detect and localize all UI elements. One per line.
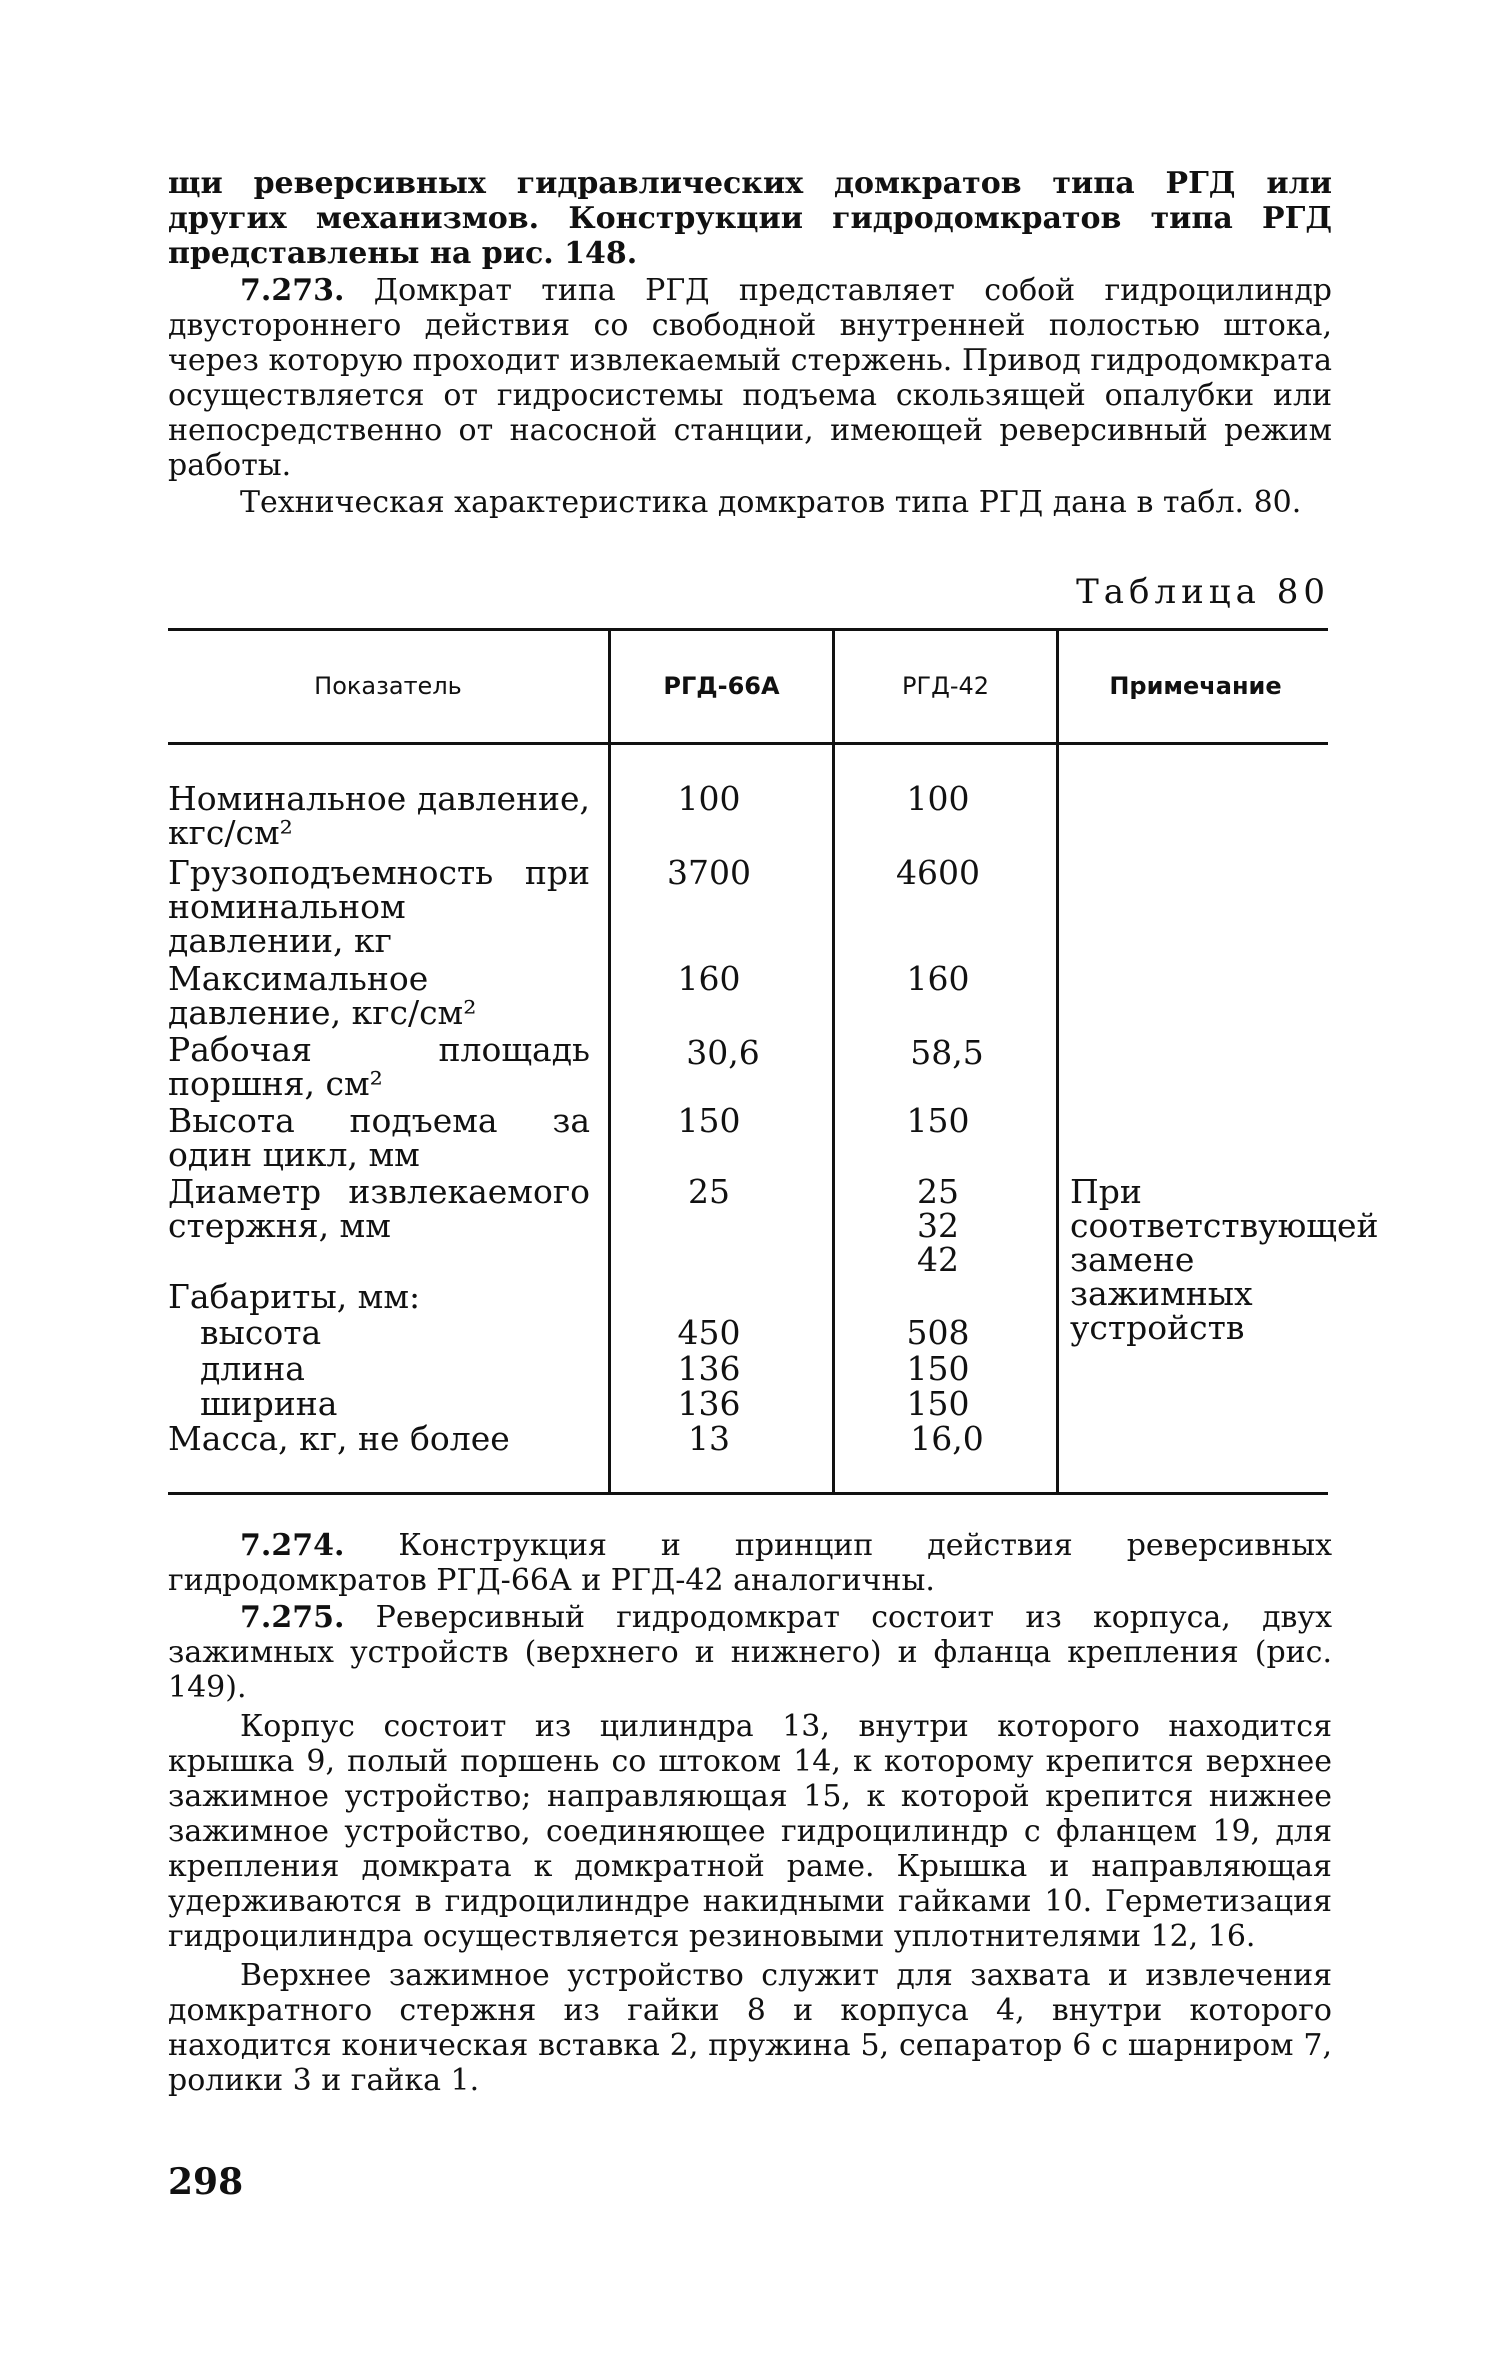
header-rgd-42: РГД-42 [901, 672, 990, 700]
table-cell-rgd-42: 150 [906, 1349, 970, 1388]
paragraph-table-ref: Техническая характеристика домкратов типа РГД дана в табл. 80. [240, 485, 1302, 520]
table-row-sublabel: длина [200, 1349, 305, 1388]
table-cell-rgd-66a: 136 [677, 1384, 741, 1423]
table-cell-rgd-66a: 150 [677, 1101, 741, 1140]
clause-text: Домкрат типа РГД представляет собой гидроцилиндр двустороннего действия со свободной внутренней полостью штока, через которую проходит извлекаемый стержень. Привод гидродомкрата осуществляется от гидросистемы подъема скользящей опалубки или непосредственно от насосной станции, имеющей реверсивный режим работы. [168, 273, 1332, 483]
table-caption: Таблица 80 [1076, 572, 1330, 612]
paragraph-7-273 [168, 273, 1332, 483]
table-cell-rgd-66a: 30,6 [686, 1033, 760, 1072]
header-rgd-66a: РГД-66А [663, 672, 780, 700]
paragraph-continued: щи реверсивных гидравлических домкратов типа РГД или других механизмов. Конструкции гидродомкратов типа РГД представлены на рис. 148. [168, 166, 1332, 271]
clause-number: 7.274. [240, 1528, 345, 1563]
table-row-label: Масса, кг, не более [168, 1419, 510, 1458]
table-header-rule [168, 742, 1328, 745]
paragraph-7-274 [168, 1528, 1332, 1598]
table-cell-rgd-42: 160 [906, 959, 970, 998]
clause-number: 7.275. [240, 1600, 345, 1635]
bottom-text [168, 1528, 1332, 2098]
table-row-label: Номинальное давление, кгс/см² [168, 779, 590, 852]
header-indicator: Показатель [314, 672, 462, 700]
table-cell-rgd-42: 58,5 [910, 1033, 984, 1072]
table-cell-rgd-66a: 3700 [667, 853, 751, 892]
paragraph-7-275 [168, 1600, 1332, 1705]
table-row-sublabel: ширина [200, 1384, 338, 1423]
table-row-label: Грузоподъемность при номинальном давлении, кг [168, 853, 590, 960]
table-row-label: Высота подъема за один цикл, мм [168, 1101, 590, 1174]
table-cell-rgd-66a: 450 [677, 1313, 741, 1352]
table-row-sublabel: высота [200, 1313, 322, 1352]
table-cell-rgd-42: 16,0 [910, 1419, 984, 1458]
table-cell-rgd-42: 150 [906, 1384, 970, 1423]
clause-text: Реверсивный гидродомкрат состоит из корпуса, двух зажимных устройств (верхнего и нижнего) и фланца крепления (рис. 149). [168, 1600, 1332, 1705]
table-cell-rgd-42: 100 [906, 779, 970, 818]
table-row-label: Рабочая площадь поршня, см² [168, 1030, 590, 1103]
table-cell-rgd-66a: 160 [677, 959, 741, 998]
table-cell-rgd-66a: 136 [677, 1349, 741, 1388]
table-row-label: Диаметр извлекаемого стержня, мм [168, 1172, 590, 1245]
table-cell-rgd-66a: 13 [688, 1419, 730, 1458]
header-note: Примечание [1109, 672, 1282, 700]
table-bottom-rule [168, 1492, 1328, 1495]
table-note: При соответствующей замене зажимных устройств [1070, 1172, 1379, 1347]
table-cell-rgd-42: 25 32 42 [917, 1172, 959, 1279]
table-top-rule [168, 628, 1328, 631]
table-cell-rgd-42: 4600 [896, 853, 980, 892]
clause-text: Конструкция и принцип действия реверсивных гидродомкратов РГД-66А и РГД-42 аналогичны. [168, 1528, 1332, 1598]
table-cell-rgd-42: 508 [906, 1313, 970, 1352]
table-row-label: Габариты, мм: [168, 1277, 421, 1316]
clause-number: 7.273. [240, 273, 345, 308]
page-number: 298 [168, 2161, 244, 2203]
paragraph-body: Корпус состоит из цилиндра 13, внутри которого находится крышка 9, полый поршень со штоком 14, к которому крепится верхнее зажимное устройство; направляющая 15, к которой крепится нижнее зажимное устройство, соединяющее гидроцилиндр с фланцем 19, для крепления домкрата к домкратной раме. Крышка и направляющая удерживаются в гидроцилиндре накидными гайками 10. Герметизация гидроцилиндра осуществляется резиновыми уплотнителями 12, 16. [168, 1709, 1332, 1954]
top-text [168, 166, 1332, 520]
table-cell-rgd-42: 150 [906, 1101, 970, 1140]
table-cell-rgd-66a: 25 [688, 1172, 730, 1211]
table-row-label: Максимальное давление, кгс/см² [168, 959, 477, 1032]
table-cell-rgd-66a: 100 [677, 779, 741, 818]
paragraph-clamp: Верхнее зажимное устройство служит для захвата и извлечения домкратного стержня из гайки 8 и корпуса 4, внутри которого находится коническая вставка 2, пружина 5, сепаратор 6 с шарниром 7, ролики 3 и гайка 1. [168, 1958, 1332, 2098]
